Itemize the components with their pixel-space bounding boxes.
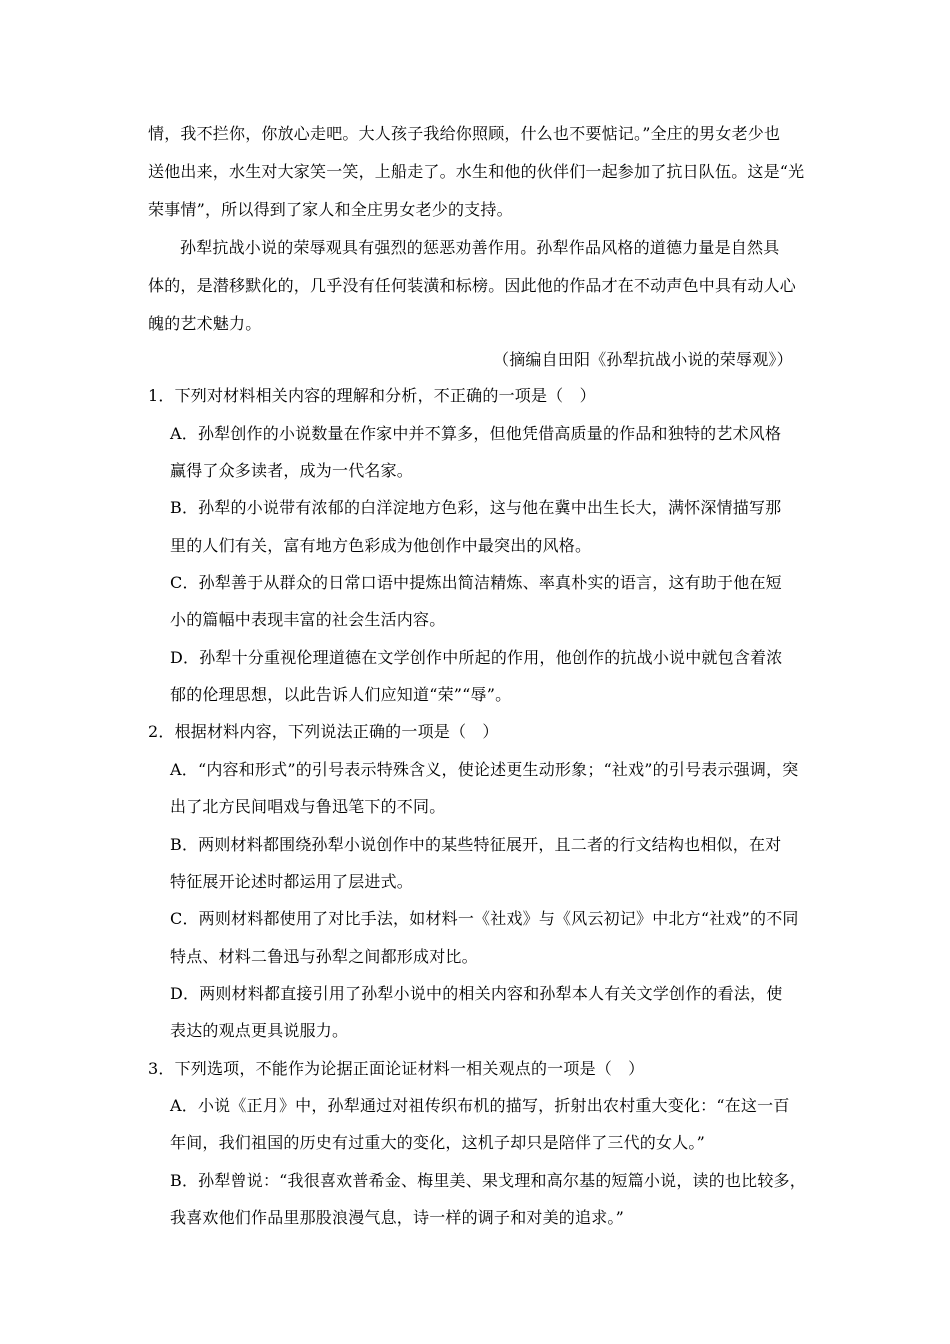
question-2-option-d-line-2: 表达的观点更具说服力。 xyxy=(170,1021,349,1040)
passage-p2-line-2: 体的，是潜移默化的，几乎没有任何装潢和标榜。因此他的作品才在不动声色中具有动人心 xyxy=(148,276,797,295)
question-2-option-a-line-1: A．“内容和形式”的引号表示特殊含义，使论述更生动形象；“社戏”的引号表示强调，突 xyxy=(170,760,799,779)
question-2-stem: 2．根据材料内容，下列说法正确的一项是（ ） xyxy=(148,722,499,741)
question-1-option-a-line-1: A．孙犁创作的小说数量在作家中并不算多，但他凭借高质量的作品和独特的艺术风格 xyxy=(170,424,782,443)
question-1-option-b-line-2: 里的人们有关，富有地方色彩成为他创作中最突出的风格。 xyxy=(170,536,592,555)
question-2-option-c-line-1: C．两则材料都使用了对比手法，如材料一《社戏》与《风云初记》中北方“社戏”的不同 xyxy=(170,909,799,928)
question-2-option-d-line-1: D．两则材料都直接引用了孙犁小说中的相关内容和孙犁本人有关文学创作的看法，使 xyxy=(170,984,783,1003)
question-1-stem: 1．下列对材料相关内容的理解和分析，不正确的一项是（ ） xyxy=(148,386,596,405)
question-1-option-d-line-1: D．孙犁十分重视伦理道德在文学创作中所起的作用，他创作的抗战小说中就包含着浓 xyxy=(170,648,783,667)
passage-p1-line-1: 情，我不拦你，你放心走吧。大人孩子我给你照顾，什么也不要惦记。”全庄的男女老少也 xyxy=(148,124,781,143)
question-2-option-a-line-2: 出了北方民间唱戏与鲁迅笔下的不同。 xyxy=(170,797,446,816)
passage-p2-line-3: 魄的艺术魅力。 xyxy=(148,314,262,333)
question-2-option-c-line-2: 特点、材料二鲁迅与孙犁之间都形成对比。 xyxy=(170,947,478,966)
question-3-option-b-line-2: 我喜欢他们作品里那股浪漫气息，诗一样的调子和对美的追求。” xyxy=(170,1208,624,1227)
question-1-option-d-line-2: 郁的伦理思想，以此告诉人们应知道“荣”“辱”。 xyxy=(170,685,512,704)
passage-p2-line-1: 孙犁抗战小说的荣辱观具有强烈的惩恶劝善作用。孙犁作品风格的道德力量是自然具 xyxy=(180,238,780,257)
question-2-option-b-line-1: B．两则材料都围绕孙犁小说创作中的某些特征展开，且二者的行文结构也相似，在对 xyxy=(170,835,782,854)
question-3-option-a-line-2: 年间，我们祖国的历史有过重大的变化，这机子却只是陪伴了三代的女人。” xyxy=(170,1133,705,1152)
question-3-option-b-line-1: B．孙犁曾说：“我很喜欢普希金、梅里美、果戈理和高尔基的短篇小说，读的也比较多， xyxy=(170,1171,806,1190)
question-3-stem: 3．下列选项，不能作为论据正面论证材料一相关观点的一项是（ ） xyxy=(148,1059,645,1078)
question-1-option-c-line-2: 小的篇幅中表现丰富的社会生活内容。 xyxy=(170,610,446,629)
passage-source: （摘编自田阳《孙犁抗战小说的荣辱观》） xyxy=(493,350,793,369)
question-1-option-c-line-1: C．孙犁善于从群众的日常口语中提炼出简洁精炼、率真朴实的语言，这有助于他在短 xyxy=(170,573,782,592)
passage-p1-line-3: 荣事情”，所以得到了家人和全庄男女老少的支持。 xyxy=(148,200,513,219)
passage-p1-line-2: 送他出来，水生对大家笑一笑，上船走了。水生和他的伙伴们一起参加了抗日队伍。这是“光 xyxy=(148,162,805,181)
question-2-option-b-line-2: 特征展开论述时都运用了层进式。 xyxy=(170,872,414,891)
question-1-option-b-line-1: B．孙犁的小说带有浓郁的白洋淀地方色彩，这与他在冀中出生长大，满怀深情描写那 xyxy=(170,498,782,517)
question-3-option-a-line-1: A．小说《正月》中，孙犁通过对祖传织布机的描写，折射出农村重大变化：“在这一百 xyxy=(170,1096,790,1115)
question-1-option-a-line-2: 赢得了众多读者，成为一代名家。 xyxy=(170,461,414,480)
